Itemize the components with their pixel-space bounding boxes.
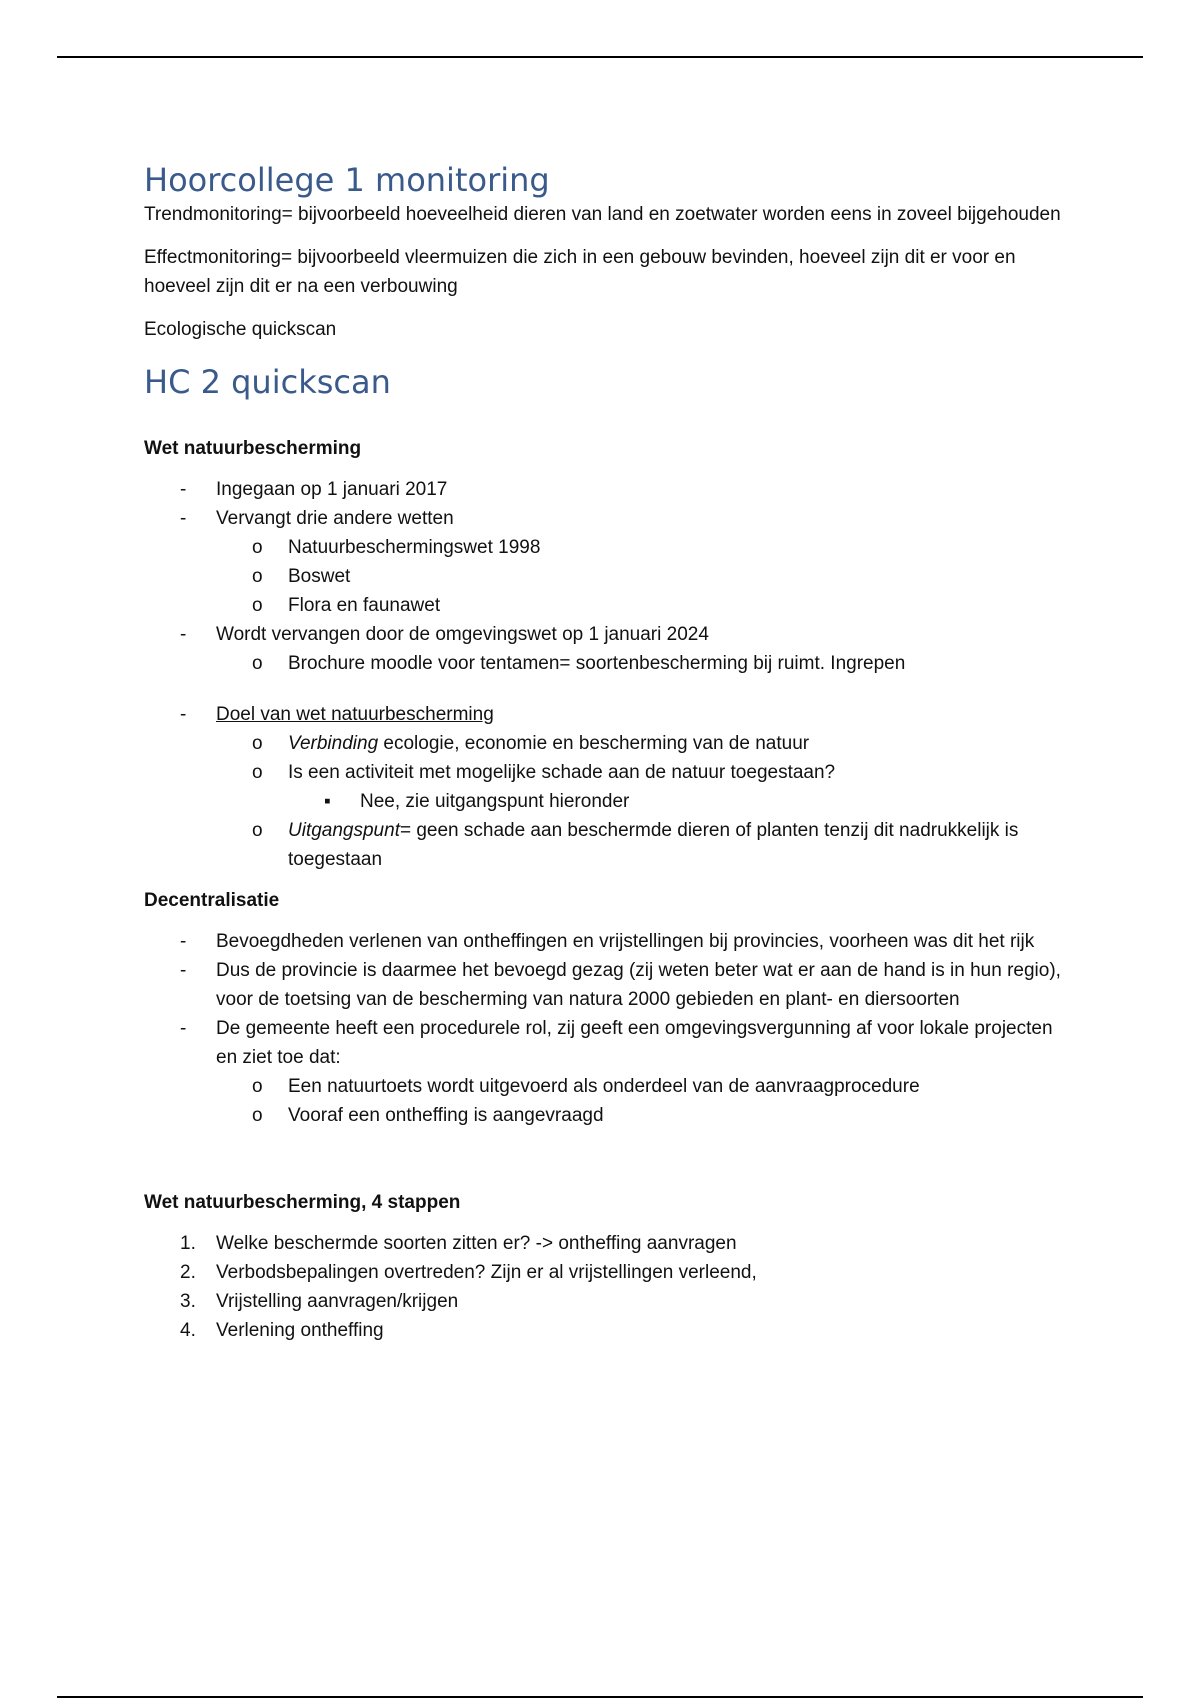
- heading-monitoring: Hoorcollege 1 monitoring: [144, 161, 550, 199]
- circle-bullet: o: [252, 762, 263, 783]
- list-item: - Ingegaan op 1 januari 2017: [144, 475, 1064, 504]
- circle-bullet: o: [252, 566, 263, 587]
- list-decentralisatie: [144, 927, 1064, 1130]
- dash-bullet: -: [180, 624, 187, 645]
- section-title-wet-natuurbescherming: Wet natuurbescherming: [144, 438, 362, 459]
- list-item: o Uitgangspunt= geen schade aan beschermde dieren of planten tenzij dit nadrukkelijk is toegestaan: [144, 816, 1064, 874]
- list-item: - Bevoegdheden verlenen van ontheffingen en vrijstellingen bij provincies, voorheen was dit het rijk: [144, 927, 1064, 956]
- document-body: [144, 160, 1064, 1345]
- list-item: o Is een activiteit met mogelijke schade aan de natuur toegestaan?: [144, 758, 1064, 787]
- list-item: - Vervangt drie andere wetten: [144, 504, 1064, 533]
- dash-bullet: -: [180, 704, 187, 725]
- list-item: 1. Welke beschermde soorten zitten er? -> ontheffing aanvragen: [180, 1233, 737, 1254]
- header-rule: [57, 56, 1143, 58]
- list-wet-natuurbescherming: [144, 475, 1064, 678]
- list-4-stappen: [144, 1229, 1064, 1345]
- paragraph-quickscan: Ecologische quickscan: [144, 319, 337, 340]
- circle-bullet: o: [252, 595, 263, 616]
- circle-bullet: o: [252, 733, 263, 754]
- list-item: o Vooraf een ontheffing is aangevraagd: [144, 1101, 1064, 1130]
- footer-rule: [57, 1696, 1143, 1698]
- list-item: o Boswet: [144, 562, 1064, 591]
- dash-bullet: -: [180, 931, 187, 952]
- paragraph-trendmonitoring: Trendmonitoring= bijvoorbeeld hoeveelheid dieren van land en zoetwater worden eens in zoveel bijgehouden: [144, 204, 1061, 225]
- circle-bullet: o: [252, 1076, 263, 1097]
- list-item: o Verbinding ecologie, economie en bescherming van de natuur: [144, 729, 1064, 758]
- section-title-decentralisatie: Decentralisatie: [144, 890, 280, 911]
- paragraph-effectmonitoring: Effectmonitoring= bijvoorbeeld vleermuizen die zich in een gebouw bevinden, hoeveel zijn dit er voor en hoeveel zijn dit er na een verbouwing: [144, 247, 1016, 297]
- circle-bullet: o: [252, 1105, 263, 1126]
- list-item: o Flora en faunawet: [144, 591, 1064, 620]
- dash-bullet: -: [180, 479, 187, 500]
- list-item: o Een natuurtoets wordt uitgevoerd als onderdeel van de aanvraagprocedure: [144, 1072, 1064, 1101]
- list-item: 4. Verlening ontheffing: [180, 1320, 384, 1341]
- circle-bullet: o: [252, 653, 263, 674]
- list-item: - Wordt vervangen door de omgevingswet op 1 januari 2024: [144, 620, 1064, 649]
- list-item: o Brochure moodle voor tentamen= soortenbescherming bij ruimt. Ingrepen: [144, 649, 1064, 678]
- list-item: 3. Vrijstelling aanvragen/krijgen: [180, 1291, 459, 1312]
- dash-bullet: -: [180, 960, 187, 981]
- list-item: - Doel van wet natuurbescherming: [144, 700, 1064, 729]
- heading-quickscan: HC 2 quickscan: [144, 363, 391, 401]
- list-doel: [144, 700, 1064, 874]
- section-title-4-stappen: Wet natuurbescherming, 4 stappen: [144, 1192, 461, 1213]
- circle-bullet: o: [252, 537, 263, 558]
- list-item: 2. Verbodsbepalingen overtreden? Zijn er al vrijstellingen verleend,: [180, 1262, 757, 1283]
- list-item: ▪ Nee, zie uitgangspunt hieronder: [144, 787, 1064, 816]
- list-item: - De gemeente heeft een procedurele rol, zij geeft een omgevingsvergunning af voor lokale projecten en ziet toe dat:: [144, 1014, 1064, 1072]
- dash-bullet: -: [180, 1018, 187, 1039]
- square-bullet: ▪: [324, 791, 331, 812]
- dash-bullet: -: [180, 508, 187, 529]
- list-item: o Natuurbeschermingswet 1998: [144, 533, 1064, 562]
- list-item: - Dus de provincie is daarmee het bevoegd gezag (zij weten beter wat er aan de hand is in hun regio), voor de toetsing van de bescherming van natura 2000 gebieden en plant- en diersoorten: [144, 956, 1064, 1014]
- circle-bullet: o: [252, 820, 263, 841]
